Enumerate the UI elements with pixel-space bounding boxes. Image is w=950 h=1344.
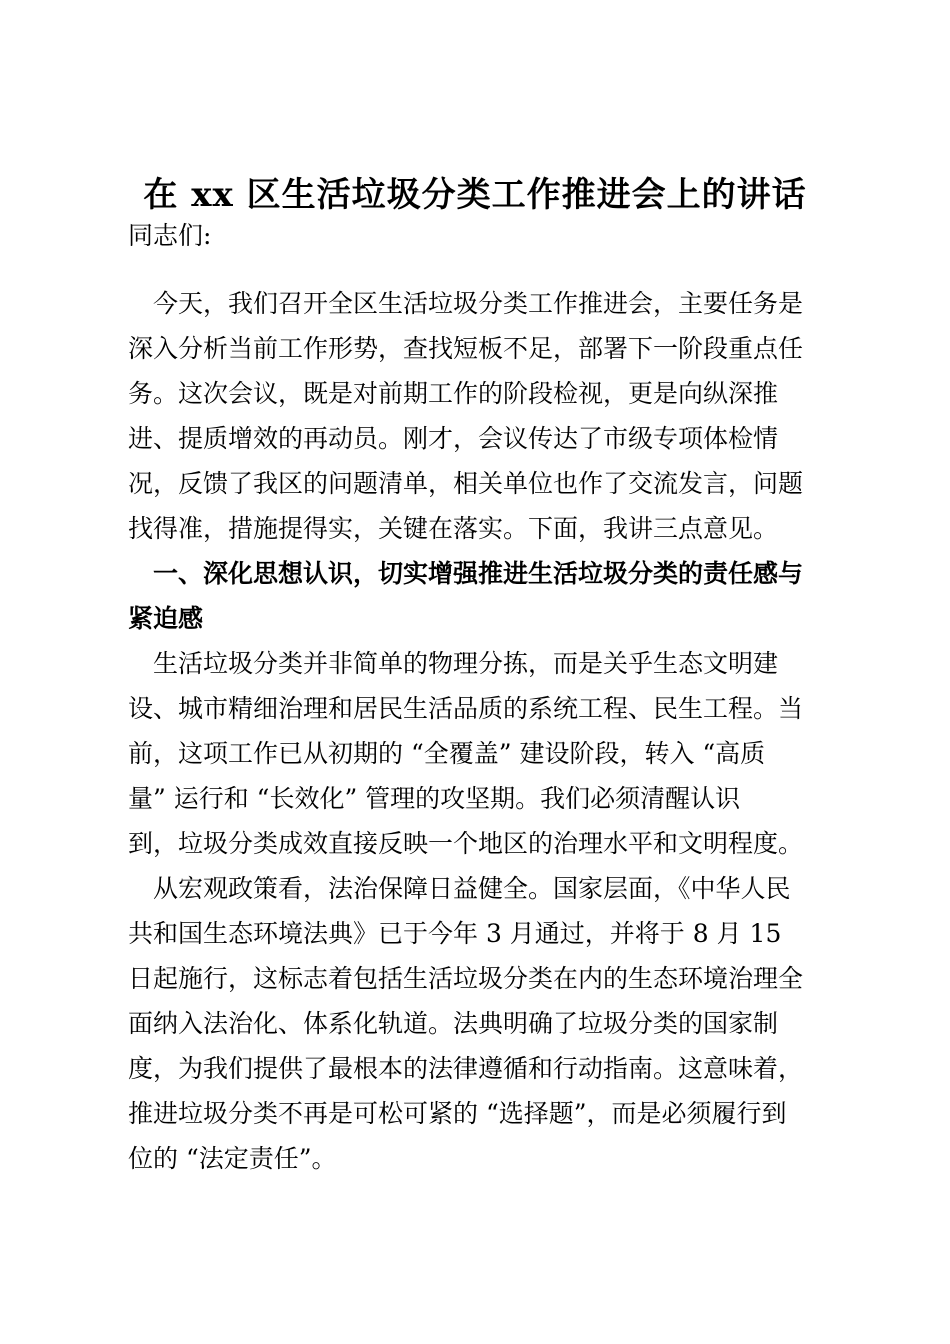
body-line-13: 到，垃圾分类成效直接反映一个地区的治理水平和文明程度。 [128, 829, 804, 858]
body-line-10: 设、城市精细治理和居民生活品质的系统工程、民生工程。当 [128, 694, 804, 723]
body-line-18: 度，为我们提供了最根本的法律遵循和行动指南。这意味着， [128, 1054, 804, 1083]
body-line-16: 日起施行，这标志着包括生活垃圾分类在内的生态环境治理全 [128, 964, 804, 993]
body-line-4: 进、提质增效的再动员。刚才，会议传达了市级专项体检情 [128, 424, 779, 453]
body-line-17: 面纳入法治化、体系化轨道。法典明确了垃圾分类的国家制 [128, 1009, 779, 1038]
body-line-20: 位的 “法定责任”。 [128, 1144, 337, 1173]
body-line-1: 今天，我们召开全区生活垃圾分类工作推进会，主要任务是 [128, 289, 804, 318]
body-line-12: 量” 运行和 “长效化” 管理的攻坚期。我们必须清醒认识 [128, 784, 741, 813]
section-heading-line-1: 一、深化思想认识，切实增强推进生活垃圾分类的责任感与 [128, 559, 804, 588]
body-line-3: 务。这次会议，既是对前期工作的阶段检视，更是向纵深推 [128, 379, 779, 408]
body-line-19: 推进垃圾分类不再是可松可紧的 “选择题”，而是必须履行到 [128, 1099, 787, 1128]
body-line-2: 深入分析当前工作形势，查找短板不足，部署下一阶段重点任 [128, 334, 804, 363]
body-line-15: 共和国生态环境法典》已于今年 3 月通过，并将于 8 月 15 [128, 919, 782, 948]
body-line-5: 况，反馈了我区的问题清单，相关单位也作了交流发言，问题 [128, 469, 804, 498]
body-line-6: 找得准，措施提得实，关键在落实。下面，我讲三点意见。 [128, 514, 779, 543]
body-line-14: 从宏观政策看，法治保障日益健全。国家层面，《中华人民 [128, 874, 791, 903]
salutation-line: 同志们: [128, 221, 212, 250]
body-line-9: 生活垃圾分类并非简单的物理分拣，而是关乎生态文明建 [128, 649, 779, 678]
section-heading-line-2: 紧迫感 [128, 604, 204, 633]
body-line-11: 前，这项工作已从初期的 “全覆盖” 建设阶段，转入 “高质 [128, 739, 766, 768]
document-title: 在 xx 区生活垃圾分类工作推进会上的讲话 [143, 175, 807, 215]
